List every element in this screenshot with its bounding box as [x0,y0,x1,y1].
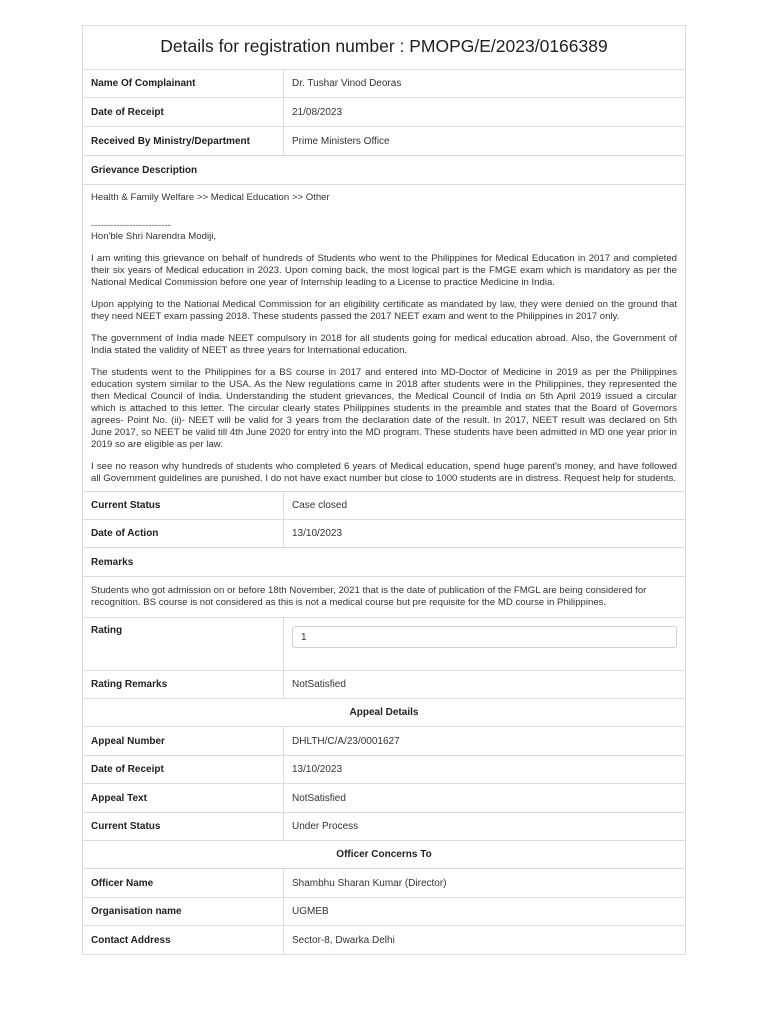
status-value: Case closed [292,500,348,511]
grievance-paragraph: The students went to the Philippines for a BS course in 2017 and entered into MD-Doctor of Medicine in 2019 as per the Philippines education system similar to the USA. As the New regulations came in 2018 after students were in the Philippines, they represented the then Medical Council of India. Understanding the student grievances, the Medical Council of India on 5th April 2019 issued a circular which is attached to this letter. The circular clearly states Philippines students in the preamble and states that the Board of Governors agrees- Point No. (ii)- NEET will be valid for 3 years from the declaration date of the result. In 2017, NEET result was declared on 5th June 2017, so NEET be valid till 4th June 2020 for entry into the MD program. These students have been admitted in MD one year prior in 2019 so are eligible as per law. [91,367,677,450]
grievance-paragraph: Upon applying to the National Medical Commission for an eligibility certificate as mandated by law, they were denied on the ground that they need NEET exam passing 2018. These students passed the 2017 NEET exam and went to the Philippines in 2017 only. [91,299,677,322]
grievance-details-table [82,25,686,955]
appeal-status-label: Current Status [83,813,284,840]
status-row [83,492,685,520]
organisation-label: Organisation name [83,898,284,925]
complainant-value: Dr. Tushar Vinod Deoras [292,78,402,89]
receipt-value: 21/08/2023 [292,106,343,118]
contact-address-value: Sector-8, Dwarka Delhi [292,934,395,946]
rating-remarks-value: NotSatisfied [292,679,346,690]
contact-address-row [83,926,685,955]
remarks-text: Students who got admission on or before 18th November, 2021 that is the date of publication of the FMGL are being considered for recognition. BS course is not considered as this is not a medical course but pre requisite for the MD course in Philippines. [83,577,685,618]
ministry-row [83,127,685,156]
receipt-label: Date of Receipt [83,98,284,126]
action-date-row [83,520,685,548]
grievance-description [83,185,685,492]
appeal-text-value: NotSatisfied [292,792,346,804]
officer-name-row [83,869,685,898]
ministry-label: Received By Ministry/Department [83,127,284,155]
rating-remarks-label: Rating Remarks [83,671,284,698]
appeal-receipt-label: Date of Receipt [83,756,284,783]
rating-remarks-row [83,671,685,699]
grievance-paragraph: I am writing this grievance on behalf of hundreds of Students who went to the Philippines for Medical Education in 2017 and completed their six years of Medical education in 2023. Upon coming back, the most logical part is the FMGE exam which is mandatory as per the National Medical Commission before one year of Internship leading to a License to practice Medicine in India. [91,253,677,288]
grievance-category: Health & Family Welfare >> Medical Education >> Other [91,192,330,203]
rating-label: Rating [83,618,284,670]
appeal-text-label: Appeal Text [83,784,284,812]
organisation-row [83,898,685,926]
action-date-label: Date of Action [83,520,284,547]
remarks-heading: Remarks [83,548,685,577]
status-label: Current Status [83,492,284,519]
appeal-receipt-value: 13/10/2023 [292,764,343,775]
complainant-row [83,70,685,98]
receipt-row [83,98,685,127]
officer-name-label: Officer Name [83,869,284,897]
page-title: Details for registration number : PMOPG/E/2023/0166389 [83,26,685,70]
grievance-paragraph: The government of India made NEET compulsory in 2018 for all students going for medical education abroad. Also, the Government of India stated the validity of NEET as three years for International education. [91,333,677,356]
organisation-value: UGMEB [292,906,329,917]
appeal-number-row [83,727,685,756]
contact-address-label: Contact Address [83,926,284,954]
appeal-status-row [83,813,685,841]
appeal-status-value: Under Process [292,821,359,832]
officer-heading: Officer Concerns To [83,841,685,869]
ministry-value: Prime Ministers Office [292,135,390,147]
grievance-heading: Grievance Description [83,156,685,185]
appeal-number-label: Appeal Number [83,727,284,755]
grievance-separator: ------------------------- [91,220,171,231]
rating-field[interactable]: 1 [292,626,677,648]
rating-cell [284,618,685,670]
appeal-receipt-row [83,756,685,784]
appeal-text-row [83,784,685,813]
grievance-greeting: Hon'ble Shri Narendra Modiji, [91,231,217,242]
action-date-value: 13/10/2023 [292,528,343,539]
appeal-heading: Appeal Details [83,699,685,727]
complainant-label: Name Of Complainant [83,70,284,97]
rating-row [83,618,685,671]
grievance-paragraph: I see no reason why hundreds of students who completed 6 years of Medical education, spend huge parent's money, and have followed all Government guidelines are punished. I do not have exact number but close to 1000 students are in distress. Request help for students. [91,461,677,484]
appeal-number-value: DHLTH/C/A/23/0001627 [292,735,400,747]
officer-name-value: Shambhu Sharan Kumar (Director) [292,877,447,889]
